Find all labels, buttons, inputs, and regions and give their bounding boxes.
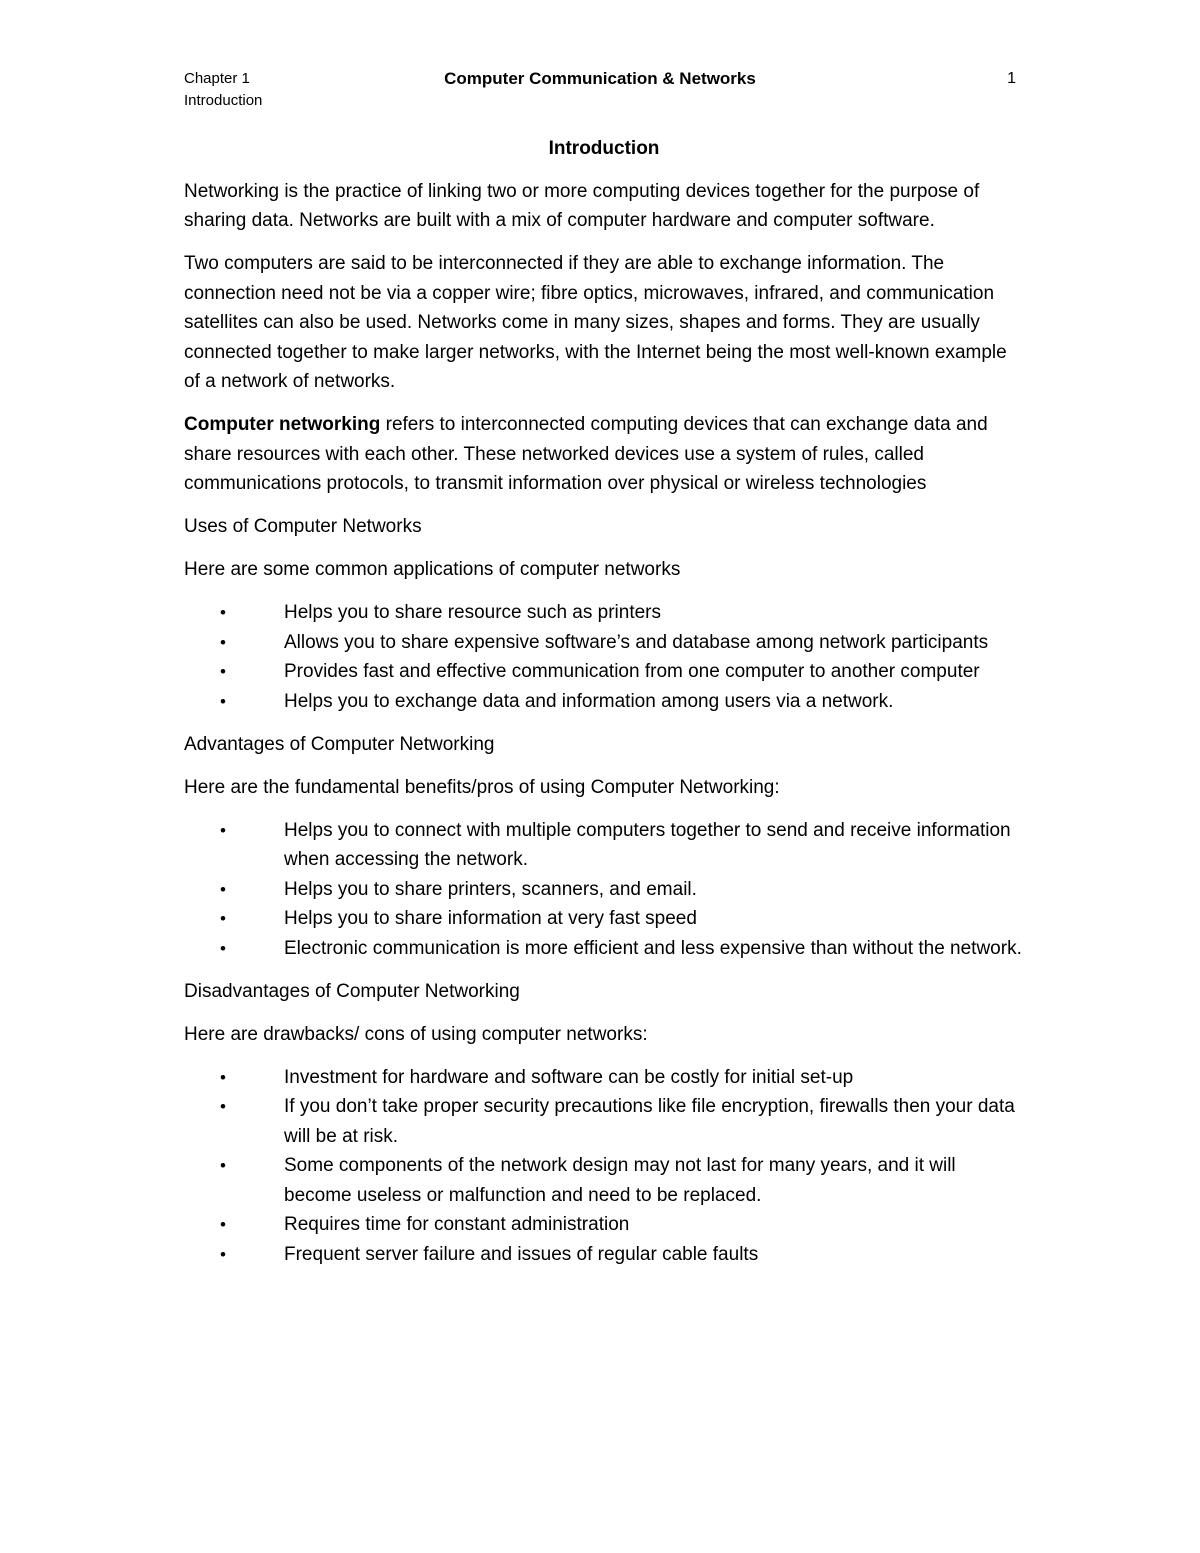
bullet-icon: • [220, 820, 226, 840]
page-header [184, 68, 1016, 116]
bullet-icon: • [220, 603, 226, 622]
list-item [184, 1063, 1024, 1093]
list-item-text: Provides fast and effective communication from one computer to another computer [284, 661, 980, 682]
list-item [184, 1151, 1024, 1210]
section-label: Introduction [184, 92, 263, 109]
list-item [184, 598, 1024, 628]
list-item-text: Helps you to share printers, scanners, and email. [284, 878, 697, 900]
bullet-icon: • [220, 1097, 226, 1116]
list-item [184, 816, 1024, 875]
advantages-list [184, 816, 1024, 964]
paragraph-networking: Networking is the practice of linking two or more computing devices together for the purpose of sharing data. Networks are built with a mix of computer hardware and computer software. [184, 180, 980, 231]
list-item [184, 904, 1024, 934]
bullet-icon: • [220, 1244, 226, 1264]
list-item-text: Allows you to share expensive software’s and database among network participants [284, 631, 989, 653]
list-item-text: Some components of the network design may not last for many years, and it will become useless or malfunction and need to be replaced. [284, 1155, 956, 1206]
list-item [184, 875, 1024, 905]
uses-heading: Uses of Computer Networks [184, 516, 422, 537]
list-item [184, 1210, 1024, 1240]
page-number: 1 [1007, 70, 1016, 87]
term-computer-networking: Computer networking [184, 414, 381, 435]
list-item-text: Electronic communication is more efficient and less expensive than without the network. [284, 937, 1022, 959]
disadvantages-list [184, 1063, 1024, 1270]
list-item [184, 628, 1024, 658]
list-item [184, 1092, 1024, 1151]
bullet-icon: • [220, 938, 226, 958]
document-title: Introduction [548, 138, 660, 159]
uses-list [184, 598, 1024, 716]
document-body [184, 134, 1024, 1283]
list-item-text: Helps you to share information at very fast speed [284, 908, 697, 929]
header-title: Computer Communication & Networks [444, 69, 756, 88]
list-item [184, 1240, 1024, 1270]
disadvantages-intro: Here are drawbacks/ cons of using computer networks: [184, 1023, 648, 1045]
list-item-text: Helps you to exchange data and information among users via a network. [284, 690, 894, 712]
chapter-label: Chapter 1 [184, 70, 250, 87]
bullet-icon: • [220, 662, 226, 681]
list-item-text: Helps you to connect with multiple computers together to send and receive information when accessing the network. [284, 819, 1011, 870]
list-item-text: Investment for hardware and software can be costly for initial set-up [284, 1066, 854, 1088]
bullet-icon: • [220, 909, 226, 928]
list-item [184, 687, 1024, 717]
disadvantages-heading: Disadvantages of Computer Networking [184, 980, 520, 1002]
paragraph-interconnected: Two computers are said to be interconnected if they are able to exchange information. The connection need not be via a copper wire; fibre optics, microwaves, infrared, and communication satellites can also be used. Networks come in many sizes, shapes and forms. They are usually connected together to make larger networks, with the Internet being the most well-known example of a network of networks. [184, 253, 1007, 392]
definition-text: refers to interconnected computing devices that can exchange data and share resources with each other. These networked devices use a system of rules, called communications protocols, to transmit information over physical or wireless technologies [184, 414, 988, 494]
list-item [184, 657, 1024, 687]
bullet-icon: • [220, 1156, 226, 1175]
bullet-icon: • [220, 691, 226, 711]
paragraph-computer-networking [184, 410, 1024, 499]
bullet-icon: • [220, 1067, 226, 1087]
list-item [184, 934, 1024, 964]
list-item-text: Frequent server failure and issues of regular cable faults [284, 1243, 759, 1265]
list-item-text: Requires time for constant administration [284, 1214, 630, 1235]
uses-intro: Here are some common applications of computer networks [184, 559, 681, 580]
advantages-intro: Here are the fundamental benefits/pros of using Computer Networking: [184, 776, 780, 798]
advantages-heading: Advantages of Computer Networking [184, 733, 495, 755]
list-item-text: Helps you to share resource such as printers [284, 602, 662, 623]
bullet-icon: • [220, 1215, 226, 1234]
bullet-icon: • [220, 632, 226, 652]
bullet-icon: • [220, 879, 226, 899]
list-item-text: If you don’t take proper security precautions like file encryption, firewalls then your data will be at risk. [284, 1096, 1015, 1147]
